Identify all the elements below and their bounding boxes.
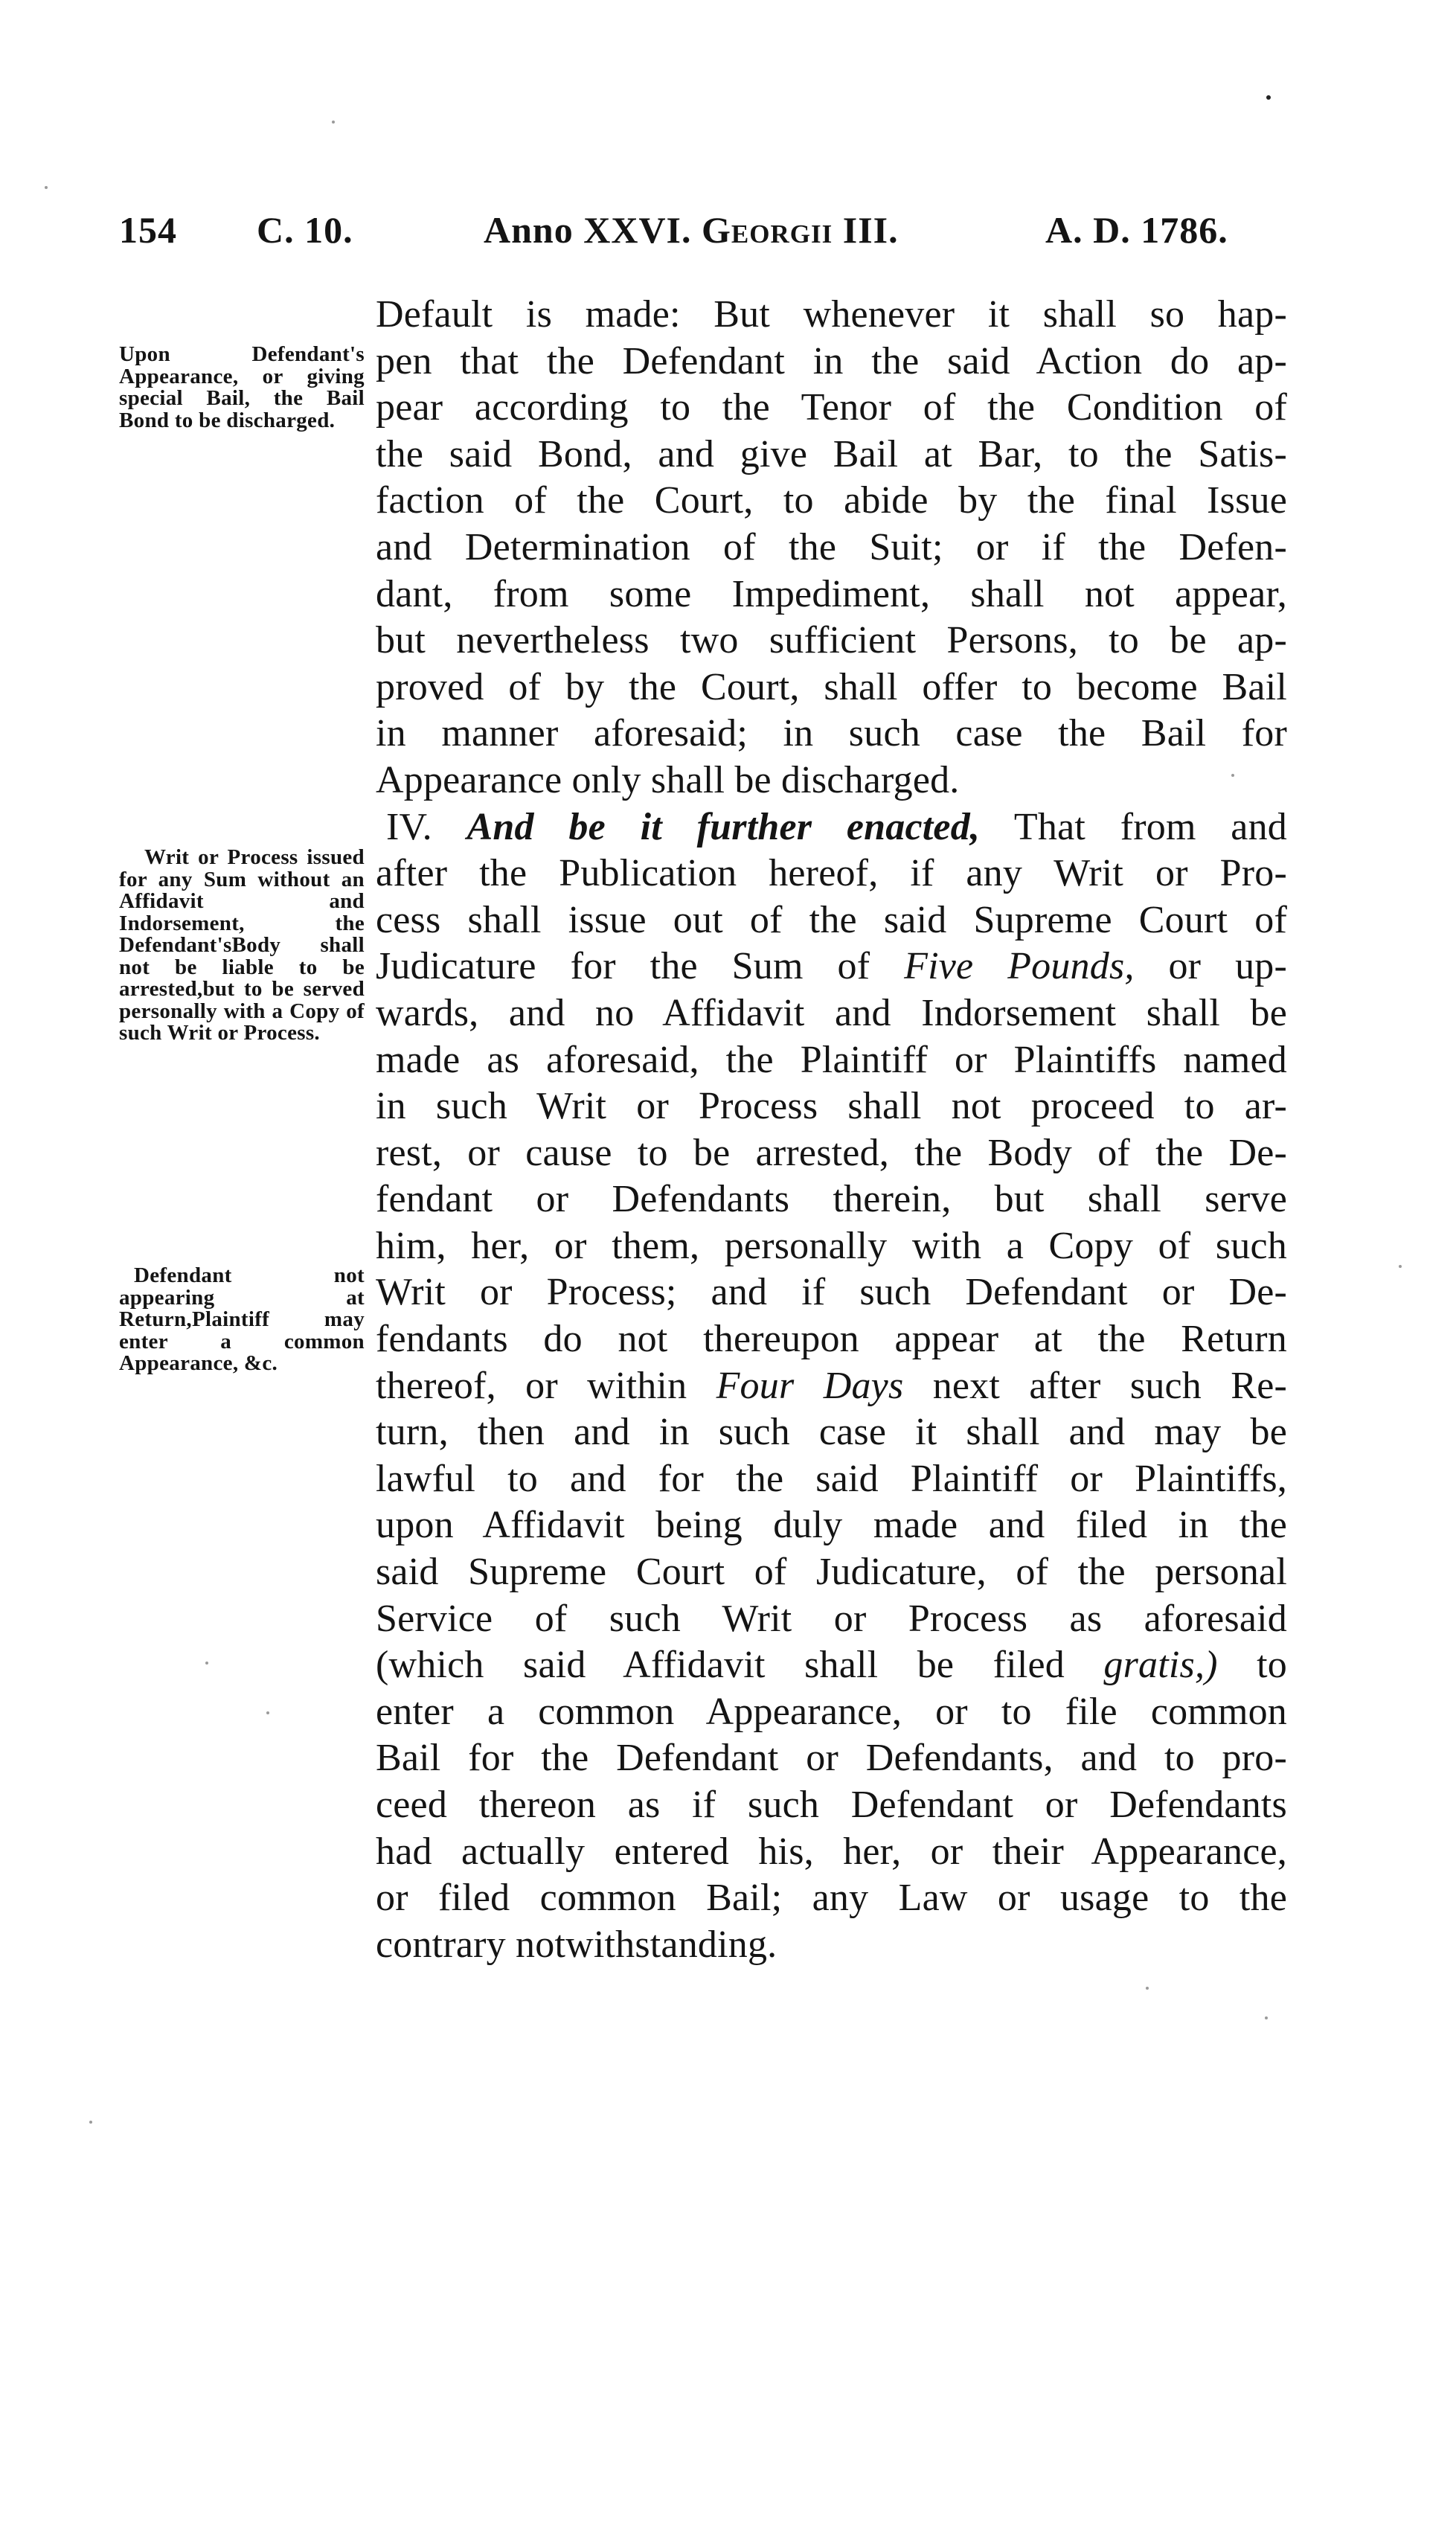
enacting-clause: And be it further enacted, [466,805,981,848]
body-line: Service of such Writ or Process as aforesaid [376,1597,1287,1640]
body-text-run: Judicature for the Sum of [376,945,870,988]
scan-speck [45,186,48,189]
body-line-gratis [376,1642,1287,1689]
running-header [119,208,1295,268]
scan-speck [89,2121,92,2124]
section-iv-first-line-rest: That from and [1013,805,1287,848]
gratis-italic: gratis,) [1103,1644,1218,1687]
scan-speck [266,1711,269,1714]
body-line: pear according to the Tenor of the Condition of [376,386,1287,429]
body-line: lawful to and for the said Plaintiff or Plaintiffs, [376,1457,1287,1500]
page-number: 154 [119,209,177,251]
body-line: rest, or cause to be arrested, the Body of the De- [376,1131,1287,1174]
scan-speck [1265,2016,1268,2019]
scan-speck [1399,1265,1402,1268]
scan-speck [205,1662,208,1665]
body-line: after the Publication hereof, if any Writ or Pro- [376,852,1287,895]
body-text-run: (which said Affidavit shall be filed [376,1644,1065,1687]
anno-regnal-number: XXVI. [583,209,692,251]
calendar-year: A. D. 1786. [1045,209,1228,251]
body-line-five-pounds [376,943,1287,990]
margin-note-writ-without-affidavit: Writ or Process issued for any Sum without an Affidavit and Indorsement, the Defendant'sBody shall not be liable to be arrested,but to be served personally with a Copy of such Writ or Process. [119,845,365,1045]
body-line: Appearance only shall be discharged. [376,758,960,801]
scan-speck [1146,1987,1149,1990]
body-line: the said Bond, and give Bail at Bar, to the Satis- [376,432,1287,475]
body-text-run: to [1257,1644,1288,1687]
body-text-run: thereof, or within [376,1364,687,1407]
scan-speck [1266,95,1271,100]
anno-prefix: Anno [484,209,574,251]
four-days-italic: Four Days [716,1364,904,1407]
body-line: in manner aforesaid; in such case the Bail for [376,712,1287,755]
scan-speck [1231,774,1234,777]
body-line: wards, and no Affidavit and Indorsement shall be [376,991,1287,1034]
scan-speck [332,121,335,124]
body-line: and Determination of the Suit; or if the Defen- [376,525,1287,568]
body-line: cess shall issue out of the said Supreme Court of [376,898,1287,941]
margin-note-defendant-not-appearing: Defendant not appearing at Return,Plaintiff may enter a common Appearance, &c. [119,1263,365,1375]
body-line: but nevertheless two sufficient Persons, to be ap- [376,619,1287,662]
body-line: pen that the Defendant in the said Action do ap- [376,339,1287,382]
body-line: ceed thereon as if such Defendant or Defendants [376,1784,1287,1826]
body-line: Bail for the Defendant or Defendants, and to pro- [376,1737,1287,1780]
body-line: had actually entered his, her, or their Appearance, [376,1830,1287,1873]
body-line: made as aforesaid, the Plaintiff or Plaintiffs named [376,1038,1287,1081]
body-line: Writ or Process; and if such Defendant or De- [376,1271,1287,1314]
body-text-run: next after such Re- [932,1364,1287,1407]
margin-note-bail-discharged: Upon Defendant's Appearance, or giving special Bail, the Bail Bond to be discharged. [119,342,365,432]
section-iv-heading-line [376,804,1287,851]
body-text-run: or up- [1168,945,1287,988]
body-line: enter a common Appearance, or to file common [376,1690,1287,1733]
body-line: faction of the Court, to abide by the final Issue [376,479,1287,522]
body-line: dant, from some Impediment, shall not appear, [376,572,1287,615]
anno-king: Georgii III. [702,209,899,251]
body-line: in such Writ or Process shall not proceed to ar- [376,1085,1287,1128]
body-line: turn, then and in such case it shall and may be [376,1411,1287,1454]
body-line: fendant or Defendants therein, but shall serve [376,1178,1287,1221]
body-line: said Supreme Court of Judicature, of the personal [376,1551,1287,1594]
body-line-four-days [376,1363,1287,1410]
section-numeral: IV. [386,805,432,848]
body-line: or filed common Bail; any Law or usage to the [376,1877,1287,1920]
statute-body-text [376,292,1287,1968]
body-line: Default is made: But whenever it shall so hap- [376,293,1287,336]
five-pounds-italic: Five Pounds, [904,945,1135,988]
regnal-year [484,208,899,252]
body-line: proved of by the Court, shall offer to become Bail [376,665,1287,708]
body-line: fendants do not thereupon appear at the Return [376,1318,1287,1361]
body-line: contrary notwithstanding. [376,1923,777,1966]
chapter-number: C. 10. [257,209,353,251]
body-line: upon Affidavit being duly made and filed in the [376,1504,1287,1547]
body-line: him, her, or them, personally with a Copy of such [376,1224,1287,1267]
